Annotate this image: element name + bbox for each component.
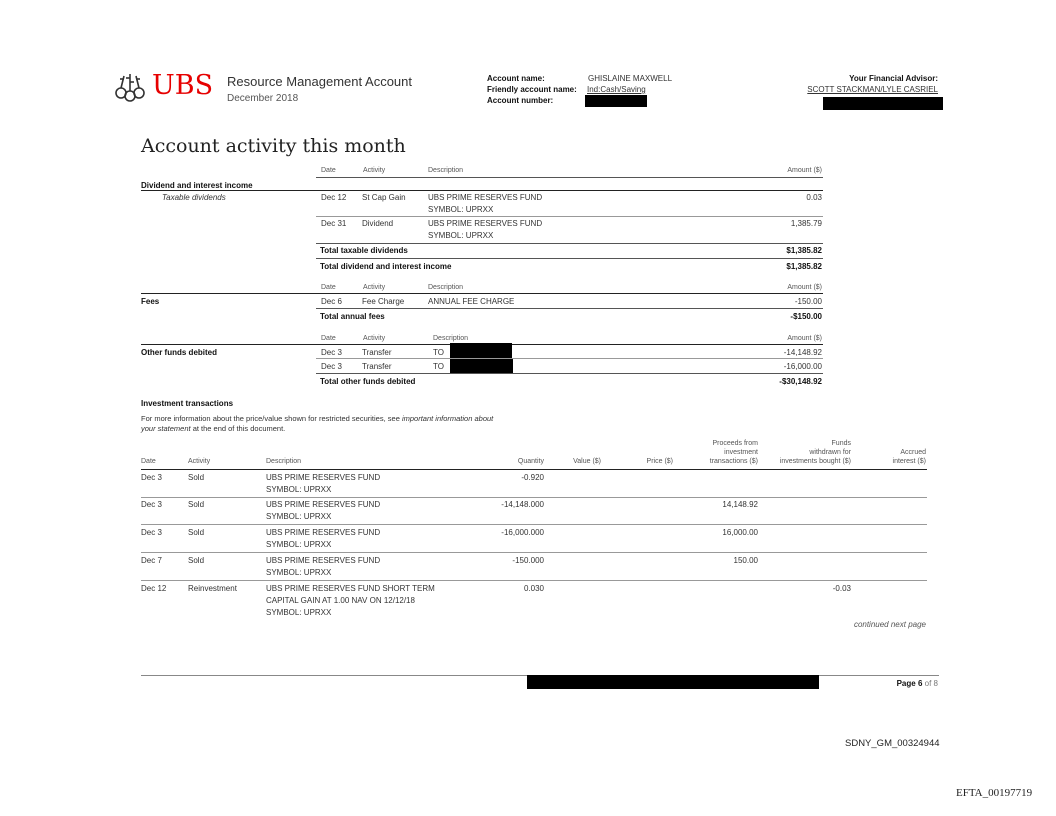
total-taxable-value: $1,385.82 <box>786 246 822 255</box>
statement-period: December 2018 <box>227 93 299 104</box>
other-funds-section-label: Other funds debited <box>141 348 217 357</box>
efta-number: EFTA_00197719 <box>956 787 1033 799</box>
investments-note-line1: For more information about the price/value shown for restricted securities, see important information about <box>141 414 494 423</box>
total-income-value: $1,385.82 <box>786 262 822 271</box>
total-fees-value: -$150.00 <box>790 312 822 321</box>
advisor-value: SCOTT STACKMAN/LYLE CASRIEL <box>807 85 938 94</box>
bates-number: SDNY_GM_00324944 <box>845 738 940 749</box>
brand-name: UBS <box>152 70 214 101</box>
friendly-name-label: Friendly account name: <box>487 85 577 94</box>
total-fees-label: Total annual fees <box>320 312 385 321</box>
fees-section-label: Fees <box>141 297 160 306</box>
advisor-label: Your Financial Advisor: <box>849 74 938 83</box>
total-taxable-label: Total taxable dividends <box>320 246 408 255</box>
col-header-activity: Activity <box>363 167 386 174</box>
ubs-keys-icon <box>112 70 148 102</box>
advisor-redaction <box>823 97 943 110</box>
transfer-destination-redaction <box>450 343 512 358</box>
page-indicator: Page 6 of 8 <box>896 679 938 688</box>
col-header-amount: Amount ($) <box>787 167 822 174</box>
account-name-label: Account name: <box>487 74 545 83</box>
account-number-redaction <box>585 95 647 107</box>
account-number-label: Account number: <box>487 96 554 105</box>
taxable-dividends-label: Taxable dividends <box>162 193 226 202</box>
total-other-funds-value: -$30,148.92 <box>779 377 822 386</box>
footer-redaction <box>527 675 819 689</box>
transfer-destination-redaction <box>450 359 513 373</box>
account-type: Resource Management Account <box>227 74 412 89</box>
col-header-description: Description <box>428 167 464 174</box>
investments-note-line2: your statement at the end of this document. <box>141 424 286 433</box>
col-header-date: Date <box>321 167 336 174</box>
investments-title: Investment transactions <box>141 399 234 408</box>
total-income-label: Total dividend and interest income <box>320 262 452 271</box>
section-title: Account activity this month <box>141 135 406 157</box>
friendly-name-value: Ind:Cash/Saving <box>587 85 646 94</box>
continued-note: continued next page <box>853 620 926 629</box>
total-other-funds-label: Total other funds debited <box>320 377 416 386</box>
dividend-section-label: Dividend and interest income <box>141 181 253 190</box>
account-name-value: GHISLAINE MAXWELL <box>588 74 673 83</box>
